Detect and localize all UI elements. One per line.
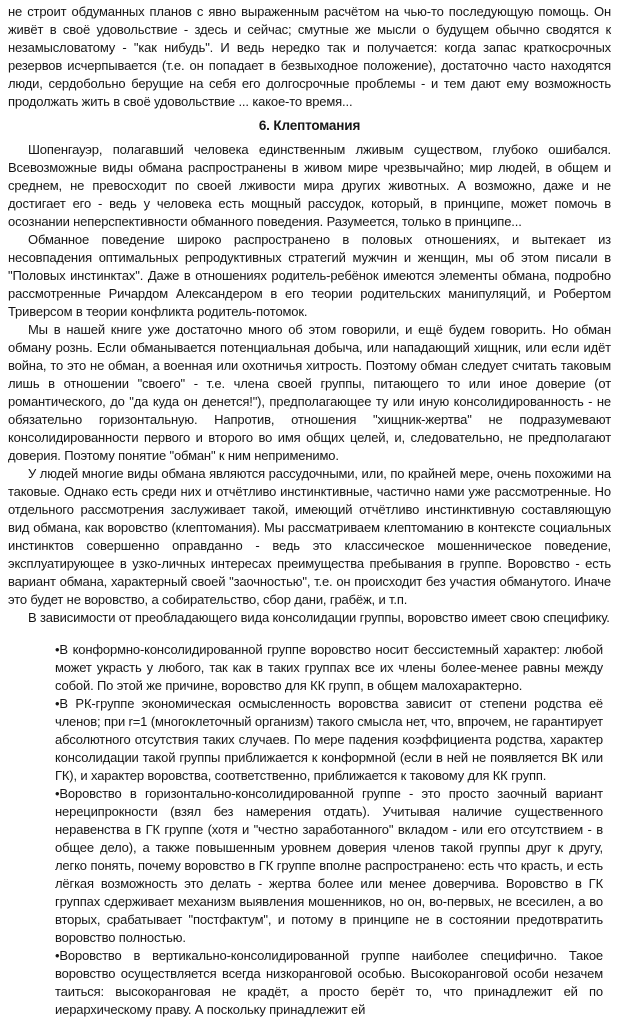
bullet-item-vk-group: •Воровство в вертикально-консолидированной группе наиболее специфично. Такое воровство осуществляется всегда низкоранговой особью. Высокоранговой особи незачем таиться: высокоранговая не крадёт, а просто берёт то, что принадлежит ей по иерархическому праву. А поскольку принадлежит ей bbox=[55, 948, 603, 1017]
bullet-item-gk-group: •Воровство в горизонтально-консолидированной группе - это просто заочный вариант нереципрокности (взял без намерения отдать). Учитывая наличие существенного неравенства в ГК группе (хотя и "честно заработанного" вкладом - или его отсутствием - в общее дело), а также повышенным уровнем доверия членов такой группы друг к другу, легко понять, почему воровство в ГК группе вполне распространено: есть что красть, и есть лёгкая возможность это делать - жертва более или менее доверчива. Воровство в ГК группах сдерживает механизм выявления мошенников, но он, во-первых, не всесилен, а во вторых, срабатывает "постфактум", и потому в принципе не в состоянии предотвратить воровство полностью. bbox=[55, 786, 603, 945]
paragraph-4: У людей многие виды обмана являются рассудочными, или, по крайней мере, очень похожими на таковые. Однако есть среди них и отчётливо инстинктивные, частично нами уже рассмотренные. Но отдельного рассмотрения заслуживает такой, имеющий отчётливо инстинктивную составляющую вид обмана, как воровство (клептомания). Мы рассматриваем клептоманию в контексте социальных инстинктов совершенно оправданно - ведь это классическое мошенническое поведение, эксплуатирующее в узко-личных интересах преимущества пребывания в группе. Воровство - есть вариант обмана, характерный своей "заочностью", т.е. он происходит без участия обманутого. Иначе это будет не воровство, а собирательство, сбор дани, грабёж, и т.п. bbox=[8, 466, 611, 607]
bullet-item-conform-group: •В конформно-консолидированной группе воровство носит бессистемный характер: любой может украсть у любого, так как в таких группах все их члены более-менее равны между собой. По этой же причине, воровство для КК групп, в общем малохарактерно. bbox=[55, 642, 603, 693]
intro-paragraph: не строит обдуманных планов с явно выраженным расчётом на чью-то последующую помощь. Он живёт в своё удовольствие - здесь и сейчас; смутные же мысли о будущем обычно сводятся к незамысловатому - "как нибудь". И ведь нередко так и получается: когда запас краткосрочных резервов исчерпывается (т.е. он попадает в безвыходное положение), достаточно часто находятся люди, сердобольно берущие на себя его долгосрочные проблемы - и тем дают ему возможность продолжать жить в своё удовольствие ... какое-то время... bbox=[8, 4, 611, 109]
paragraph-2: Обманное поведение широко распространено в половых отношениях, и вытекает из несовпадения оптимальных репродуктивных стратегий мужчин и женщин, мы об этом писали в "Половых инстинктах". Даже в отношениях родитель-ребёнок имеются элементы обмана, подробно рассмотренные Ричардом Александером в его теории родительских манипуляций, и Робертом Триверсом в теории конфликта родитель-потомок. bbox=[8, 232, 611, 319]
paragraph-3: Мы в нашей книге уже достаточно много об этом говорили, и ещё будем говорить. Но обман обману рознь. Если обманывается потенциальная добыча, или нападающий хищник, или если идёт война, то это не обман, а военная или охотничья хитрость. Поэтому обман следует считать таковым лишь в отношении "своего" - т.е. члена своей группы, питающего то или иное доверие (от романтического, до "да куда он денется!"), предполагающее ту или иную консолидированность - не обязательно горизонтальную. Напротив, отношения "хищник-жертва" не подразумевают консолидированности первого и второго во имя общих целей, и, следовательно, не предполагают доверия. Поэтому понятие "обман" к ним неприменимо. bbox=[8, 322, 611, 463]
bullet-list bbox=[8, 641, 611, 1019]
paragraph-1: Шопенгауэр, полагавший человека единственным лживым существом, глубоко ошибался. Всевозможные виды обмана распространены в живом мире чрезвычайно; мир людей, в общем и среднем, не превосходит по своей лживости мира других животных. А возможно, даже и не достигает его - ведь у человека есть мощный рассудок, который, в принципе, может помочь в осознании неперспективности обманного поведения. Разумеется, только в принципе... bbox=[8, 142, 611, 229]
bullet-item-rk-group: •В РК-группе экономическая осмысленность воровства зависит от степени родства её членов; при r=1 (многоклеточный организм) такого смысла нет, что, впрочем, не гарантирует абсолютного отсутствия таких случаев. По мере падения коэффициента родства, характер консолидации такой группы приближается к конформной (если в ней не появляется ВК или ГК), и характер воровства, соответственно, приближается к таковому для КК групп. bbox=[55, 696, 603, 783]
section-heading: 6. Клептомания bbox=[258, 118, 361, 133]
paragraph-5: В зависимости от преобладающего вида консолидации группы, воровство имеет свою специфику. bbox=[28, 610, 610, 625]
